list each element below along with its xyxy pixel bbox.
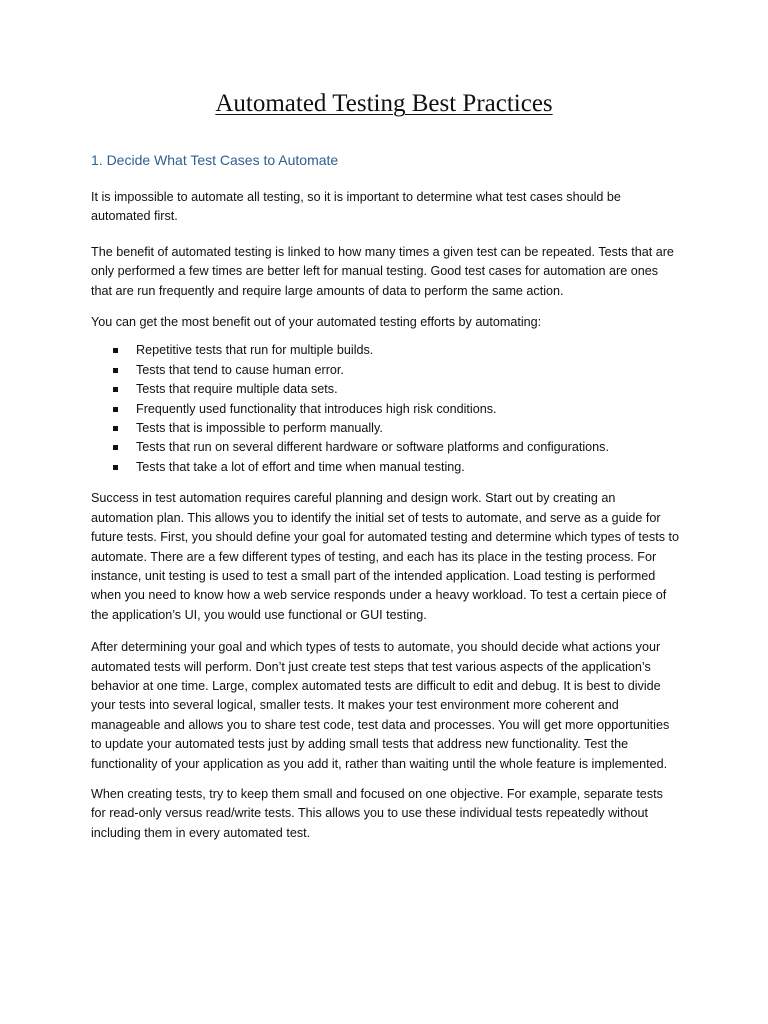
- list-item: [91, 458, 681, 477]
- document-body: [91, 150, 681, 843]
- square-bullet-icon: [113, 348, 118, 353]
- list-item-text: Tests that take a lot of effort and time when manual testing.: [136, 459, 465, 474]
- section-heading: 1. Decide What Test Cases to Automate: [91, 152, 339, 168]
- list-item: [91, 341, 681, 360]
- square-bullet-icon: [113, 407, 118, 412]
- list-item: [91, 438, 681, 457]
- square-bullet-icon: [113, 368, 118, 373]
- list-item-text: Tests that require multiple data sets.: [136, 382, 338, 397]
- paragraph: It is impossible to automate all testing, so it is important to determine what test cases should be automated first.: [91, 190, 621, 224]
- paragraph: When creating tests, try to keep them small and focused on one objective. For example, separate tests for read-only versus read/write tests. This allows you to use these individual tests repeatedly without including them in every automated test.: [91, 786, 663, 840]
- document-title: Automated Testing Best Practices: [215, 90, 553, 117]
- list-item: [91, 419, 681, 438]
- list-item: [91, 380, 681, 399]
- square-bullet-icon: [113, 445, 118, 450]
- paragraph: After determining your goal and which types of tests to automate, you should decide what actions your automated tests will perform. Don’t just create test steps that test various aspects of the application’s behavior at one time. Large, complex automated tests are difficult to edit and debug. It is best to divide your tests into several logical, smaller tests. It makes your test environment more coherent and manageable and allows you to share test code, test data and processes. You will get more opportunities to update your automated tests just by adding small tests that address new functionality. Test the functionality of your application as you add it, rather than waiting until the whole feature is implemented.: [91, 640, 670, 771]
- list-item: [91, 361, 681, 380]
- list-item-text: Tests that is impossible to perform manually.: [136, 421, 383, 436]
- square-bullet-icon: [113, 465, 118, 470]
- paragraph: You can get the most benefit out of your automated testing efforts by automating:: [91, 315, 542, 330]
- list-item-text: Repetitive tests that run for multiple builds.: [136, 343, 374, 358]
- paragraph: The benefit of automated testing is linked to how many times a given test can be repeated. Tests that are only performed a few times are better left for manual testing. Good test cases for automation are ones that are run frequently and require large amounts of data to perform the same action.: [91, 244, 674, 298]
- list-item: [91, 400, 681, 419]
- list-item-text: Tests that tend to cause human error.: [136, 362, 344, 377]
- square-bullet-icon: [113, 426, 118, 431]
- bullet-list: [91, 341, 681, 477]
- square-bullet-icon: [113, 387, 118, 392]
- list-item-text: Frequently used functionality that introduces high risk conditions.: [136, 401, 497, 416]
- list-item-text: Tests that run on several different hardware or software platforms and configurations.: [136, 440, 609, 455]
- paragraph: Success in test automation requires careful planning and design work. Start out by creating an automation plan. This allows you to identify the initial set of tests to automate, and serve as a guide for future tests. First, you should define your goal for automated testing and determine which types of tests to automate. There are a few different types of testing, and each has its place in the testing process. For instance, unit testing is used to test a small part of the intended application. Load testing is performed when you need to know how a web service responds under a heavy workload. To test a certain piece of the application’s UI, you would use functional or GUI testing.: [91, 491, 680, 622]
